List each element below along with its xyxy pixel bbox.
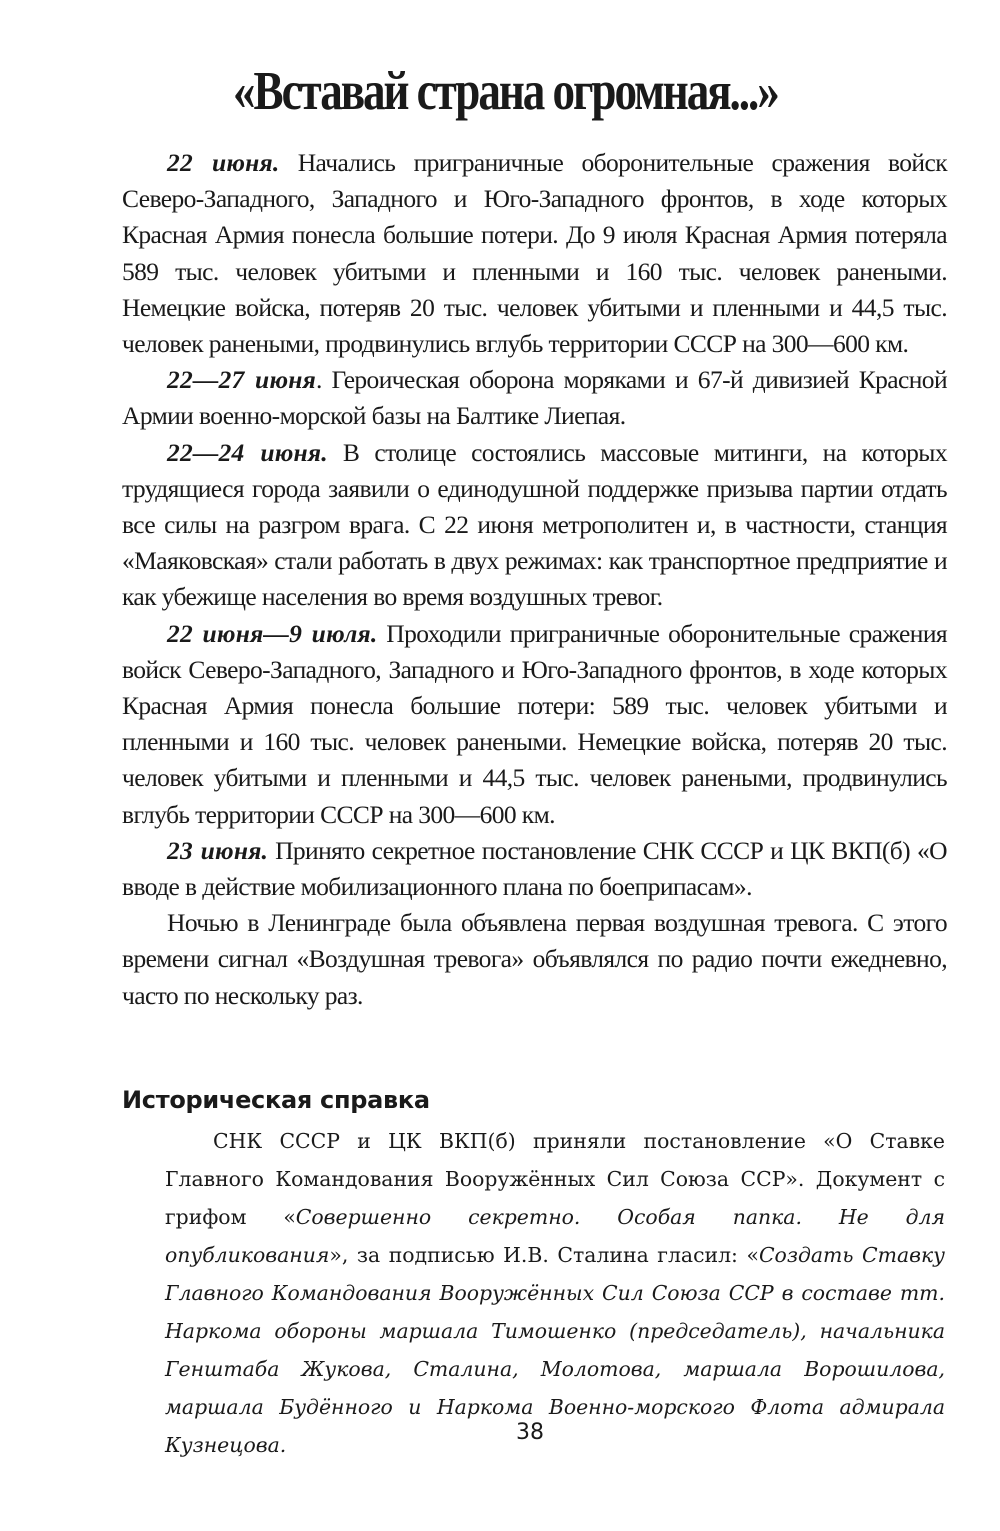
entry-text: Проходили приграничные оборонительные сражения войск Северо-Западного, Западного и Юго-Западного фронтов, в ходе которых Красная Армия понесла большие потери: 589 тыс. человек убитыми и пленными и 160 тыс. человек ранеными. Немецкие войска, потеряв 20 тыс. человек убитыми и пленными и 44,5 тыс. человек ранеными, продвинулись вглубь территории СССР на 300—600 км. (122, 618, 947, 829)
entry-date: 22—27 июня (167, 365, 316, 395)
page-number: 38 (516, 1420, 544, 1445)
entry-date: 22 июня—9 июля. (167, 618, 378, 648)
entry-paragraph (122, 616, 947, 833)
entry-paragraph (122, 145, 947, 362)
entry-paragraph (122, 435, 947, 616)
closing-paragraph: Ночью в Ленинграде была объявлена первая воздушная тревога. С этого времени сигнал «Воздушная тревога» объявлялся по радио почти ежедневно, часто по нескольку раз. (122, 908, 947, 1010)
entry-date: 22 июня. (167, 148, 280, 177)
reference-paragraph (165, 1122, 945, 1464)
reference-body (165, 1122, 945, 1464)
entry-date: 22—24 июня. (167, 437, 328, 467)
entry-text: . Героическая оборона моряками и 67-й дивизией Красной Армии военно-морской базы на Балтике Лиепая. (122, 365, 947, 431)
page-title: «Вставай страна огромная...» (233, 60, 778, 121)
entry-text: Начались приграничные оборонительные сражения войск Северо-Западного, Западного и Юго-Западного фронтов, в ходе которых Красная Армия понесла большие потери. До 9 июля Красная Армия потеряла 589 тыс. человек убитыми и пленными и 160 тыс. человек ранеными. Немецкие войска, потеряв 20 тыс. человек убитыми и пленными и 44,5 тыс. человек ранеными, продвинулись вглубь территории СССР на 300—600 км. (122, 148, 947, 359)
reference-intro: СНК СССР и ЦК ВКП(б) приняли постановление «О Ставке Главного Командования Вооружённых Сил Союза ССР». Документ с грифом « (165, 1129, 945, 1229)
entry-paragraph (122, 833, 947, 905)
chronicle-body (122, 145, 947, 1014)
reference-stamp: Совершенно секретно. Особая папка. Не для опубликования (165, 1205, 945, 1267)
entry-paragraph (122, 362, 947, 434)
entry-text: В столице состоялись массовые митинги, на которых трудящиеся города заявили о единодушной поддержке призыва партии отдать все силы на разгром врага. С 22 июня метрополитен и, в частности, станция «Маяковская» стали работать в двух режимах: как транспортное предприятие и как убежище населения во время воздушных тревог. (122, 437, 947, 612)
reference-mid: », за подписью И.В. Сталина гласил: « (329, 1243, 759, 1267)
reference-heading: Историческая справка (122, 1086, 430, 1114)
reference-quote: Создать Ставку Главного Командования Вооружённых Сил Союза ССР в составе тт. Наркома обороны маршала Тимошенко (председатель), начальника Генштаба Жукова, Сталина, Молотова, маршала Ворошилова, маршала Будённого и Наркома Военно-морского Флота адмирала Кузнецова. (165, 1243, 945, 1457)
entry-text: Принято секретное постановление СНК СССР и ЦК ВКП(б) «О вводе в действие мобилизационного плана по боеприпасам». (122, 835, 947, 902)
entry-date: 23 июня. (167, 835, 269, 865)
